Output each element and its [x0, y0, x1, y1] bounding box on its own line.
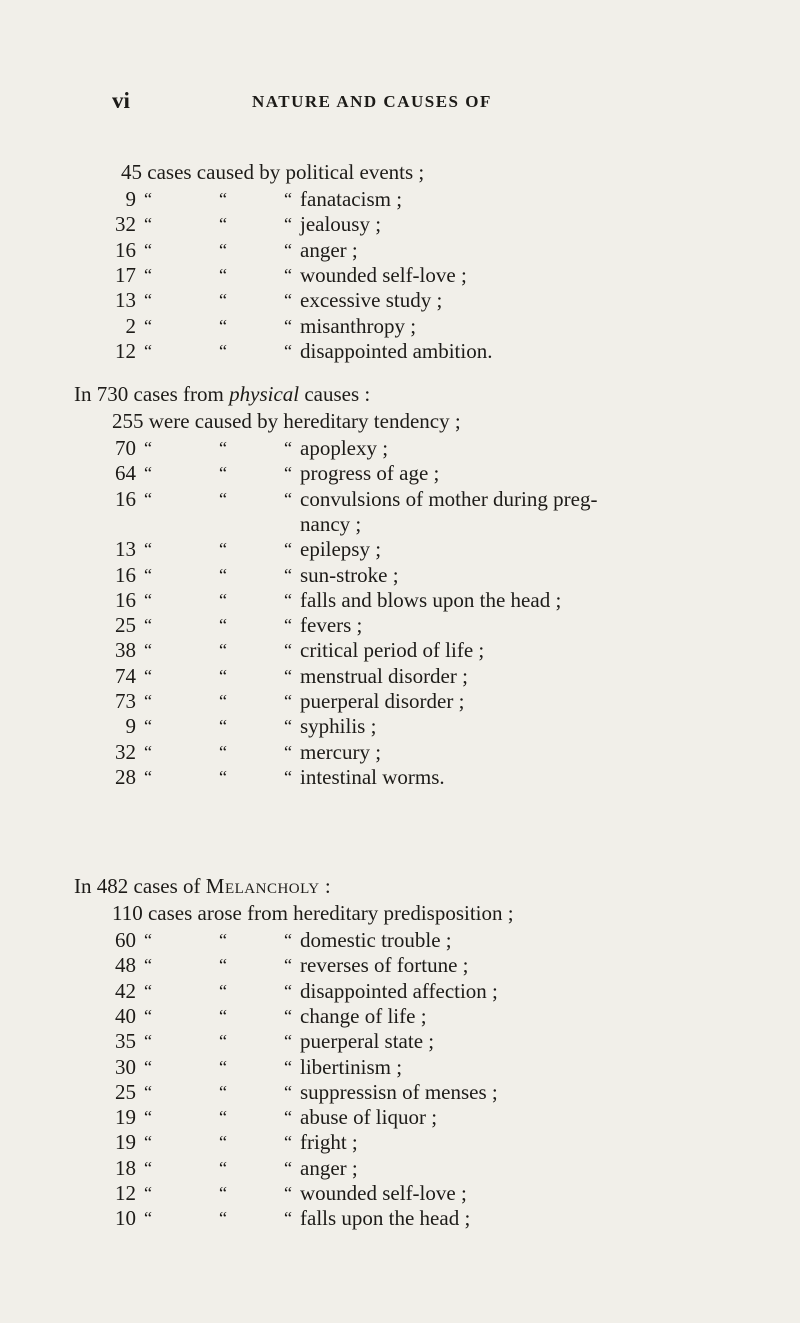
list-item — [0, 1204, 800, 1232]
ditto-mark: “ — [144, 1031, 152, 1052]
case-count: 18 — [115, 1155, 136, 1180]
case-count: 9 — [125, 187, 136, 211]
cause-text: wounded self-love ; — [300, 262, 467, 287]
ditto-mark: “ — [144, 539, 152, 560]
cause-text: abuse of liquor ; — [300, 1105, 438, 1130]
cause-text: critical period of life ; — [300, 638, 485, 663]
case-count: 17 — [115, 262, 136, 287]
ditto-mark: “ — [284, 1081, 292, 1102]
ditto-mark: “ — [144, 189, 152, 209]
ditto-mark: “ — [284, 564, 292, 585]
ditto-mark: “ — [219, 640, 227, 661]
ditto-mark: “ — [144, 589, 152, 610]
cause-text: domestic trouble ; — [300, 928, 452, 952]
ditto-mark: “ — [284, 1183, 292, 1203]
list-item — [0, 1128, 800, 1156]
list-item — [0, 712, 800, 740]
ditto-mark: “ — [219, 340, 227, 361]
list-item — [0, 1103, 800, 1131]
ditto-mark: “ — [144, 665, 152, 686]
ditto-mark: “ — [284, 955, 292, 976]
ditto-mark: “ — [284, 741, 292, 762]
cause-text: falls and blows upon the head ; — [300, 587, 562, 612]
ditto-mark: “ — [219, 1157, 227, 1178]
section-lead: 110 cases arose from hereditary predisposition ; — [112, 901, 514, 925]
section-heading: In 482 cases of Melancholy : — [74, 874, 331, 898]
list-item — [0, 261, 800, 289]
ditto-mark: “ — [144, 1081, 152, 1102]
ditto-mark: “ — [219, 1183, 227, 1203]
ditto-mark: “ — [144, 766, 152, 787]
ditto-mark: “ — [144, 564, 152, 585]
cause-text: reverses of fortune ; — [300, 953, 469, 978]
ditto-mark: “ — [144, 1107, 152, 1128]
ditto-mark: “ — [284, 463, 292, 484]
list-item — [0, 459, 800, 487]
cause-text: disappointed affection ; — [300, 978, 498, 1003]
ditto-mark: “ — [144, 1005, 152, 1026]
list-item — [0, 312, 800, 340]
ditto-mark: “ — [284, 488, 292, 509]
ditto-mark: “ — [284, 340, 292, 361]
case-count: 25 — [115, 613, 136, 638]
ditto-mark: “ — [219, 615, 227, 636]
list-item — [0, 977, 800, 1005]
ditto-mark: “ — [219, 214, 227, 235]
cause-text: apoplexy ; — [300, 436, 389, 460]
case-count: 25 — [115, 1079, 136, 1104]
ditto-mark: “ — [144, 214, 152, 235]
list-item — [0, 535, 800, 563]
cause-text: puerperal state ; — [300, 1029, 435, 1054]
ditto-mark: “ — [219, 488, 227, 509]
case-count: 73 — [115, 689, 136, 713]
ditto-mark: “ — [144, 640, 152, 661]
ditto-mark: “ — [219, 564, 227, 585]
case-count: 2 — [125, 313, 136, 338]
ditto-mark: “ — [219, 315, 227, 336]
case-count: 48 — [115, 953, 136, 978]
cause-text: intestinal worms. — [300, 764, 445, 789]
case-count: 70 — [115, 436, 136, 460]
cause-text: progress of age ; — [300, 461, 440, 486]
ditto-mark: “ — [219, 930, 227, 950]
ditto-mark: “ — [219, 1031, 227, 1052]
case-count: 42 — [115, 978, 136, 1003]
case-count: 9 — [125, 714, 136, 739]
cause-text: convulsions of mother during preg- — [300, 486, 598, 511]
ditto-mark: “ — [284, 438, 292, 458]
ditto-mark: “ — [144, 1183, 152, 1203]
ditto-mark: “ — [144, 1056, 152, 1077]
ditto-mark: “ — [144, 264, 152, 285]
cause-text: change of life ; — [300, 1003, 427, 1028]
ditto-mark: “ — [219, 980, 227, 1001]
ditto-mark: “ — [219, 741, 227, 762]
ditto-mark: “ — [284, 189, 292, 209]
ditto-mark: “ — [144, 955, 152, 976]
list-item — [0, 586, 800, 614]
case-count: 16 — [115, 587, 136, 612]
list-item — [0, 286, 800, 314]
section-lead: 255 were caused by hereditary tendency ; — [112, 409, 461, 433]
ditto-mark: “ — [219, 438, 227, 458]
running-head: NATURE AND CAUSES OF — [252, 92, 492, 111]
ditto-mark: “ — [284, 1132, 292, 1153]
case-count: 12 — [115, 1181, 136, 1205]
cause-text: fanatacism ; — [300, 187, 403, 211]
ditto-mark: “ — [284, 1056, 292, 1077]
cause-text: anger ; — [300, 1155, 358, 1180]
list-item — [0, 210, 800, 238]
list-item — [0, 1053, 800, 1081]
case-count: 35 — [115, 1029, 136, 1054]
ditto-mark: “ — [219, 1107, 227, 1128]
ditto-mark: “ — [144, 1157, 152, 1178]
list-item — [0, 763, 800, 791]
list-item — [0, 636, 800, 664]
list-item — [0, 738, 800, 766]
ditto-mark: “ — [284, 930, 292, 950]
cause-text: fright ; — [300, 1130, 358, 1155]
ditto-mark: “ — [284, 290, 292, 311]
list-item — [0, 561, 800, 589]
list-item — [0, 926, 800, 954]
ditto-mark: “ — [284, 539, 292, 560]
ditto-mark: “ — [284, 1107, 292, 1128]
ditto-mark: “ — [219, 189, 227, 209]
ditto-mark: “ — [284, 1031, 292, 1052]
section-heading: In 730 cases from physical causes : — [74, 382, 371, 406]
ditto-mark: “ — [284, 980, 292, 1001]
ditto-mark: “ — [219, 691, 227, 711]
ditto-mark: “ — [144, 488, 152, 509]
case-count: 10 — [115, 1206, 136, 1231]
list-item — [0, 951, 800, 979]
list-item — [0, 1002, 800, 1030]
cause-text: jealousy ; — [300, 212, 382, 237]
ditto-mark: “ — [284, 766, 292, 787]
ditto-mark: “ — [144, 315, 152, 336]
list-item — [0, 1078, 800, 1106]
cause-text: epilepsy ; — [300, 537, 382, 562]
ditto-mark: “ — [219, 1005, 227, 1026]
list-item — [0, 236, 800, 264]
ditto-mark: “ — [284, 615, 292, 636]
section-lead: 45 cases caused by political events ; — [121, 160, 425, 184]
case-count: 16 — [115, 237, 136, 262]
ditto-mark: “ — [144, 1208, 152, 1229]
cause-text: wounded self-love ; — [300, 1181, 467, 1205]
cause-text: syphilis ; — [300, 714, 377, 739]
cause-text: fevers ; — [300, 613, 363, 638]
ditto-mark: “ — [219, 955, 227, 976]
ditto-mark: “ — [144, 741, 152, 762]
list-item — [0, 510, 800, 538]
case-count: 64 — [115, 461, 136, 486]
page-header — [0, 88, 800, 118]
cause-text: sun-stroke ; — [300, 562, 399, 587]
ditto-mark: “ — [219, 1208, 227, 1229]
ditto-mark: “ — [284, 716, 292, 737]
case-count: 74 — [115, 663, 136, 688]
list-item — [0, 1027, 800, 1055]
ditto-mark: “ — [219, 239, 227, 260]
cause-text: misanthropy ; — [300, 313, 417, 338]
list-item — [0, 1154, 800, 1182]
ditto-mark: “ — [284, 1005, 292, 1026]
case-count: 32 — [115, 739, 136, 764]
case-count: 19 — [115, 1105, 136, 1130]
ditto-mark: “ — [219, 463, 227, 484]
ditto-mark: “ — [219, 716, 227, 737]
ditto-mark: “ — [284, 1208, 292, 1229]
ditto-mark: “ — [284, 315, 292, 336]
ditto-mark: “ — [284, 589, 292, 610]
cause-text: libertinism ; — [300, 1054, 403, 1079]
case-count: 16 — [115, 562, 136, 587]
case-count: 28 — [115, 764, 136, 789]
ditto-mark: “ — [219, 290, 227, 311]
case-count: 60 — [115, 928, 136, 952]
list-item — [0, 662, 800, 690]
ditto-mark: “ — [144, 340, 152, 361]
ditto-mark: “ — [284, 239, 292, 260]
list-item — [0, 485, 800, 513]
list-item — [0, 687, 800, 715]
ditto-mark: “ — [284, 1157, 292, 1178]
ditto-mark: “ — [284, 665, 292, 686]
case-count: 19 — [115, 1130, 136, 1155]
cause-text: disappointed ambition. — [300, 338, 493, 363]
cause-text: puerperal disorder ; — [300, 689, 465, 713]
list-item — [0, 185, 800, 213]
ditto-mark: “ — [144, 716, 152, 737]
ditto-mark: “ — [219, 1132, 227, 1153]
case-count: 30 — [115, 1054, 136, 1079]
page-number: vi — [112, 88, 130, 113]
list-item — [0, 611, 800, 639]
ditto-mark: “ — [284, 264, 292, 285]
case-count: 13 — [115, 537, 136, 562]
case-count: 16 — [115, 486, 136, 511]
ditto-mark: “ — [284, 640, 292, 661]
list-item — [0, 1179, 800, 1207]
case-count: 38 — [115, 638, 136, 663]
case-count: 13 — [115, 288, 136, 313]
ditto-mark: “ — [219, 539, 227, 560]
cause-text: falls upon the head ; — [300, 1206, 471, 1231]
case-count: 40 — [115, 1003, 136, 1028]
ditto-mark: “ — [144, 239, 152, 260]
ditto-mark: “ — [284, 691, 292, 711]
case-count: 12 — [115, 338, 136, 363]
ditto-mark: “ — [144, 1132, 152, 1153]
ditto-mark: “ — [144, 290, 152, 311]
ditto-mark: “ — [219, 766, 227, 787]
list-item — [0, 434, 800, 462]
ditto-mark: “ — [144, 691, 152, 711]
case-count: 32 — [115, 212, 136, 237]
ditto-mark: “ — [219, 1081, 227, 1102]
cause-text: menstrual disorder ; — [300, 663, 468, 688]
cause-text: mercury ; — [300, 739, 382, 764]
ditto-mark: “ — [219, 665, 227, 686]
ditto-mark: “ — [144, 615, 152, 636]
cause-text: excessive study ; — [300, 288, 443, 313]
ditto-mark: “ — [144, 980, 152, 1001]
ditto-mark: “ — [219, 1056, 227, 1077]
ditto-mark: “ — [284, 214, 292, 235]
list-item — [0, 337, 800, 365]
cause-text: anger ; — [300, 237, 358, 262]
ditto-mark: “ — [144, 438, 152, 458]
cause-text: suppressisn of menses ; — [300, 1079, 498, 1104]
cause-text: nancy ; — [300, 511, 362, 536]
ditto-mark: “ — [219, 589, 227, 610]
ditto-mark: “ — [144, 930, 152, 950]
ditto-mark: “ — [144, 463, 152, 484]
ditto-mark: “ — [219, 264, 227, 285]
